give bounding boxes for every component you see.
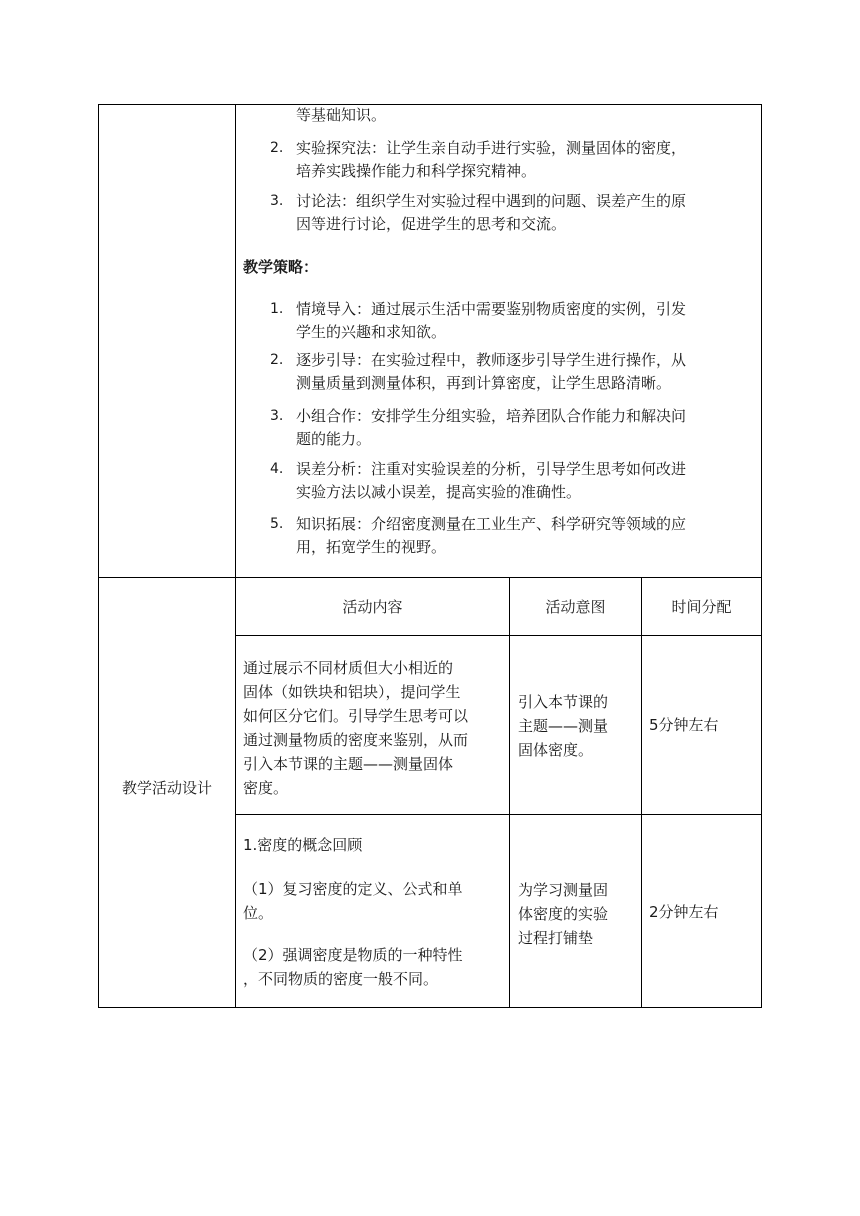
strategy-line: 小组合作：安排学生分组实验，培养团队合作能力和解决问 [296, 407, 687, 425]
method-line: 因等进行讨论，促进学生的思考和交流。 [296, 215, 567, 233]
strategy-number: 4. [270, 461, 284, 477]
activity-row-time: 5分钟左右 [649, 716, 719, 734]
table-border-top [98, 104, 762, 105]
activity-row-content-item [243, 943, 505, 991]
content-line: （1）复习密度的定义、公式和单 [243, 880, 463, 898]
intent-line: 固体密度。 [518, 741, 594, 759]
content-line: 如何区分它们。引导学生思考可以 [243, 707, 469, 725]
activity-col-divider-1 [509, 577, 510, 1008]
header-time: 时间分配 [671, 598, 732, 616]
strategy-line: 学生的兴趣和求知欲。 [296, 323, 447, 341]
intent-line: 过程打铺垫 [518, 929, 594, 947]
section-label: 教学活动设计 [121, 779, 212, 797]
content-line: 固体（如铁块和铝块），提问学生 [243, 683, 461, 701]
strategy-heading: 教学策略： [243, 258, 319, 276]
method-line: 实验探究法：让学生亲自动手进行实验，测量固体的密度， [296, 139, 687, 157]
method-number: 2. [270, 140, 284, 156]
strategy-line: 实验方法以减小误差，提高实验的准确性。 [296, 483, 582, 501]
content-line: （2）强调密度是物质的一种特性 [243, 946, 463, 964]
table-border-bottom [98, 1007, 762, 1008]
activity-header-divider [235, 635, 762, 636]
method-line: 培养实践操作能力和科学探究精神。 [296, 162, 537, 180]
strategy-line: 测量质量到测量体积，再到计算密度，让学生思路清晰。 [296, 374, 672, 392]
strategy-line: 题的能力。 [296, 430, 372, 448]
content-line: 引入本节课的主题——测量固体 [243, 755, 454, 773]
strategy-line: 逐步引导：在实验过程中，教师逐步引导学生进行操作，从 [296, 351, 687, 369]
strategy-number: 1. [270, 301, 284, 317]
table-border-left [98, 104, 99, 1008]
strategy-line: 情境导入：通过展示生活中需要鉴别物质密度的实例，引发 [296, 300, 687, 318]
activity-row-intent [518, 878, 638, 950]
activity-row-intent [518, 690, 638, 762]
content-line: 位。 [243, 904, 274, 922]
table-border-right [761, 104, 762, 1008]
content-line: 通过展示不同材质但大小相近的 [243, 659, 454, 677]
content-line: ，不同物质的密度一般不同。 [243, 970, 439, 988]
intent-line: 引入本节课的 [518, 693, 609, 711]
strategy-line: 误差分析：注重对实验误差的分析，引导学生思考如何改进 [296, 460, 687, 478]
intent-line: 主题——测量 [518, 717, 609, 735]
method-number: 3. [270, 193, 284, 209]
activity-row-content [243, 833, 505, 857]
activity-row-time: 2分钟左右 [649, 903, 719, 921]
strategy-line: 知识拓展：介绍密度测量在工业生产、科学研究等领域的应 [296, 515, 687, 533]
activity-row-divider [235, 814, 762, 815]
strategy-number: 3. [270, 408, 284, 424]
continued-text: 等基础知识。 [296, 106, 387, 124]
activity-row-content-item [243, 877, 505, 925]
activity-col-divider-2 [641, 577, 642, 1008]
activity-row-content [243, 656, 505, 800]
strategy-line: 用，拓宽学生的视野。 [296, 538, 447, 556]
section-divider [98, 577, 762, 578]
header-intent: 活动意图 [545, 598, 606, 616]
content-line: 通过测量物质的密度来鉴别，从而 [243, 731, 469, 749]
strategy-number: 2. [270, 352, 284, 368]
intent-line: 体密度的实验 [518, 905, 609, 923]
strategy-number: 5. [270, 516, 284, 532]
label-column-divider [235, 104, 236, 1008]
intent-line: 为学习测量固 [518, 881, 609, 899]
content-heading: 1.密度的概念回顾 [243, 836, 363, 854]
content-line: 密度。 [243, 779, 289, 797]
header-content: 活动内容 [342, 598, 403, 616]
method-line: 讨论法：组织学生对实验过程中遇到的问题、误差产生的原 [296, 192, 687, 210]
